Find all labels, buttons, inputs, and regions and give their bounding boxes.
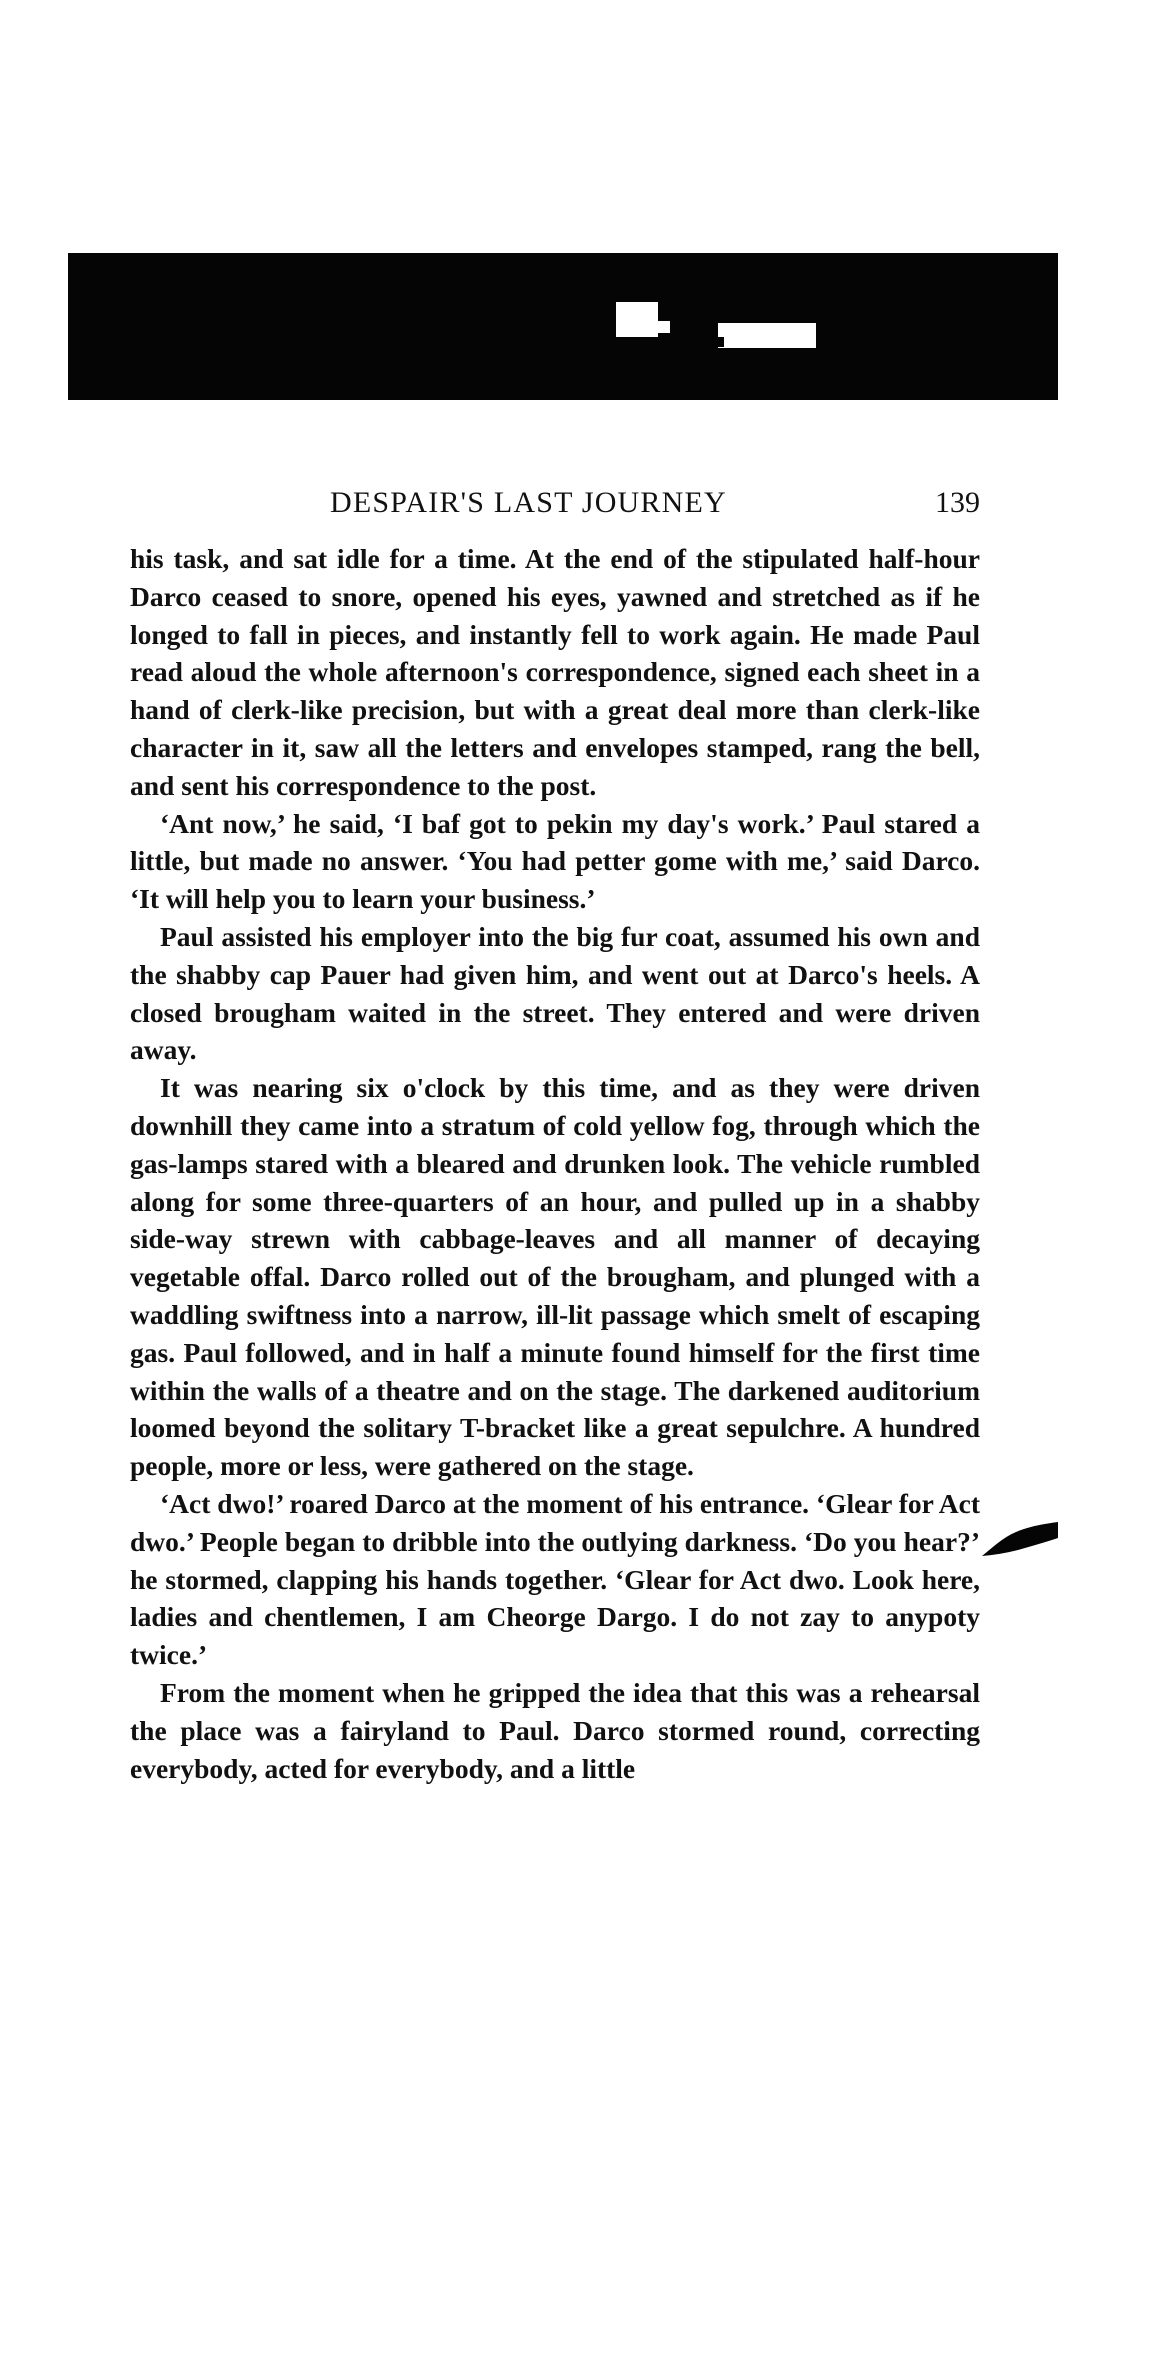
running-title: DESPAIR'S LAST JOURNEY [330,486,727,519]
paragraph-5: ‘Act dwo!’ roared Darco at the moment of his entrance. ‘Glear for Act dwo.’ People began to dribble into the outlying darkness. ‘Do you hear?’ he stormed, clapping his hands together. ‘Glear for Act dwo. Look here, ladies and chentlemen, I am Cheorge Dargo. I do not zay to anypoty twice.’ [130,1487,980,1671]
paragraph-2: ‘Ant now,’ he said, ‘I baf got to pekin my day's work.’ Paul stared a little, but made no answer. ‘You had petter gome with me,’ said Darco. ‘It will help you to learn your business.’ [130,807,980,915]
paragraph-3: Paul assisted his employer into the big fur coat, assumed his own and the shabby cap Pauer had given him, and went out at Darco's heels. A closed brougham waited in the street. They entered and were driven away. [130,920,980,1066]
running-head [130,483,980,523]
bar-slot-mark [717,337,724,347]
scanned-black-bar [68,253,1058,400]
page-number: 139 [935,486,980,519]
bar-slot [718,323,816,348]
paragraph-6: From the moment when he gripped the idea that this was a rehearsal the place was a fairyland to Paul. Darco stormed round, correcting everybody, acted for everybody, and a little [130,1676,980,1784]
paragraph-1: his task, and sat idle for a time. At the end of the stipulated half-hour Darco ceased to snore, opened his eyes, yawned and stretched as if he longed to fall in pieces, and instantly fell to work again. He made Paul read aloud the whole afternoon's correspondence, signed each sheet in a hand of clerk-like precision, but with a great deal more than clerk-like character in it, saw all the letters and envelopes stamped, rang the bell, and sent his correspondence to the post. [130,543,980,801]
body-text [130,540,980,1787]
bar-notch-lower [620,321,670,333]
paragraph-4: It was nearing six o'clock by this time, and as they were driven downhill they came into a stratum of cold yellow fog, through which the gas-lamps stared with a bleared and drunken look. The vehicle rumbled along for some three-quarters of an hour, and pulled up in a shabby side-way strewn with cabbage-leaves and all manner of decaying vegetable offal. Darco rolled out of the brougham, and plunged with a waddling swiftness into a narrow, ill-lit passage which smelt of escaping gas. Paul followed, and in half a minute found himself for the first time within the walls of a theatre and on the stage. The darkened auditorium loomed beyond the solitary T-bracket like a great sepulchre. A hundred people, more or less, were gathered on the stage. [130,1072,980,1482]
ink-blot-mark [980,1518,1060,1558]
